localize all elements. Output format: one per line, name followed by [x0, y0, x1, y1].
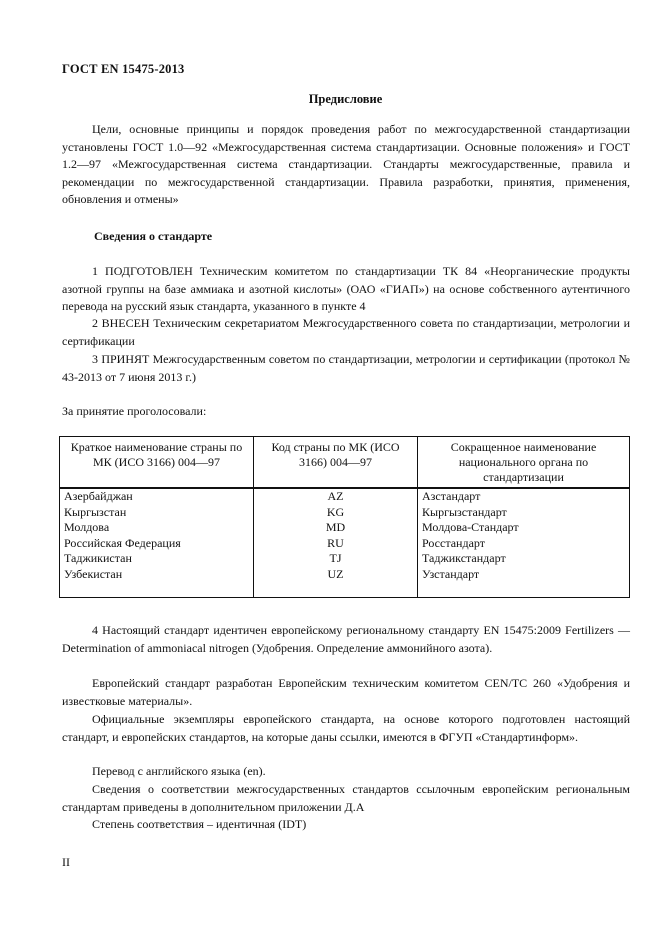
table-header-row	[60, 437, 630, 489]
cell-body: Росстандарт	[418, 536, 630, 552]
cell-body: Молдова-Стандарт	[418, 520, 630, 536]
cell-country: Азербайджан	[60, 488, 254, 505]
item-4-p4: Перевод с английского языка (en).	[92, 764, 266, 778]
item-4-p6: Степень соответствия – идентичная (IDT)	[92, 817, 307, 831]
table-row	[60, 505, 630, 521]
item-4-p2: Европейский стандарт разработан Европейским техническим комитетом CEN/TC 260 «Удобрения и известковые материалы».	[62, 676, 630, 708]
cell-country: Таджикистан	[60, 551, 254, 567]
spacer-cell	[60, 583, 254, 598]
item-4-p5: Сведения о соответствии межгосударственных стандартов ссылочным европейским региональным стандартам приведены в дополнительном приложении Д.А	[62, 782, 630, 814]
foreword-title: Предисловие	[308, 92, 383, 106]
cell-code: AZ	[254, 488, 418, 505]
item-4-p1: 4 Настоящий стандарт идентичен европейскому региональному стандарту EN 15475:2009 Fertilizers — Determination of ammoniacal nitrogen (Удобрения. Определение аммонийного азота).	[62, 623, 630, 655]
cell-country: Узбекистан	[60, 567, 254, 583]
item-2: 2 ВНЕСЕН Техническим секретариатом Межгосударственного совета по стандартизации, метрологии и сертификации	[62, 316, 630, 348]
cell-body: Таджикстандарт	[418, 551, 630, 567]
table-row	[60, 520, 630, 536]
cell-country: Российская Федерация	[60, 536, 254, 552]
cell-code: TJ	[254, 551, 418, 567]
page-number: II	[62, 855, 70, 869]
cell-code: UZ	[254, 567, 418, 583]
spacer-cell	[254, 583, 418, 598]
cell-code: MD	[254, 520, 418, 536]
header-code: Код страны по МК (ИСО 3166) 004—97	[254, 437, 418, 489]
table-row	[60, 536, 630, 552]
item-3: 3 ПРИНЯТ Межгосударственным советом по стандартизации, метрологии и сертификации (протокол № 43-2013 от 7 июня 2013 г.)	[62, 352, 630, 384]
cell-body: Узстандарт	[418, 567, 630, 583]
cell-body: Азстандарт	[418, 488, 630, 505]
table-spacer-row	[60, 583, 630, 598]
foreword-text: Цели, основные принципы и порядок проведения работ по межгосударственной стандартизации установлены ГОСТ 1.0—92 «Межгосударственная система стандартизации. Основные положения» и ГОСТ 1.2—97 «Межгосударственная система стандартизации. Стандарты межгосударственные, правила и рекомендации по межгосударственной стандартизации. Правила разработки, принятия, применения, обновления и отмены»	[62, 122, 630, 207]
voted-label: За принятие проголосовали:	[62, 404, 207, 418]
cell-body: Кыргызстандарт	[418, 505, 630, 521]
table-row	[60, 567, 630, 583]
table-row	[60, 488, 630, 505]
header-body: Сокращенное наименование национального органа по стандартизации	[418, 437, 630, 489]
table-row	[60, 551, 630, 567]
spacer-cell	[418, 583, 630, 598]
item-1: 1 ПОДГОТОВЛЕН Техническим комитетом по стандартизации ТК 84 «Неорганические продукты азотной группы на базе аммиака и азотной кислоты» (ОАО «ГИАП») на основе собственного аутентичного перевода на русский язык стандарта, указанного в пункте 4	[62, 264, 630, 314]
cell-code: RU	[254, 536, 418, 552]
cell-code: KG	[254, 505, 418, 521]
cell-country: Молдова	[60, 520, 254, 536]
header-country: Краткое наименование страны по МК (ИСО 3166) 004—97	[60, 437, 254, 489]
cell-country: Кыргызстан	[60, 505, 254, 521]
standard-info-heading: Сведения о стандарте	[94, 229, 213, 243]
votes-table	[59, 436, 630, 598]
doc-header: ГОСТ EN 15475-2013	[62, 62, 185, 76]
item-4-p3: Официальные экземпляры европейского стандарта, на основе которого подготовлен настоящий стандарт, и европейских стандартов, на которые даны ссылки, имеются в ФГУП «Стандартинформ».	[62, 712, 630, 744]
